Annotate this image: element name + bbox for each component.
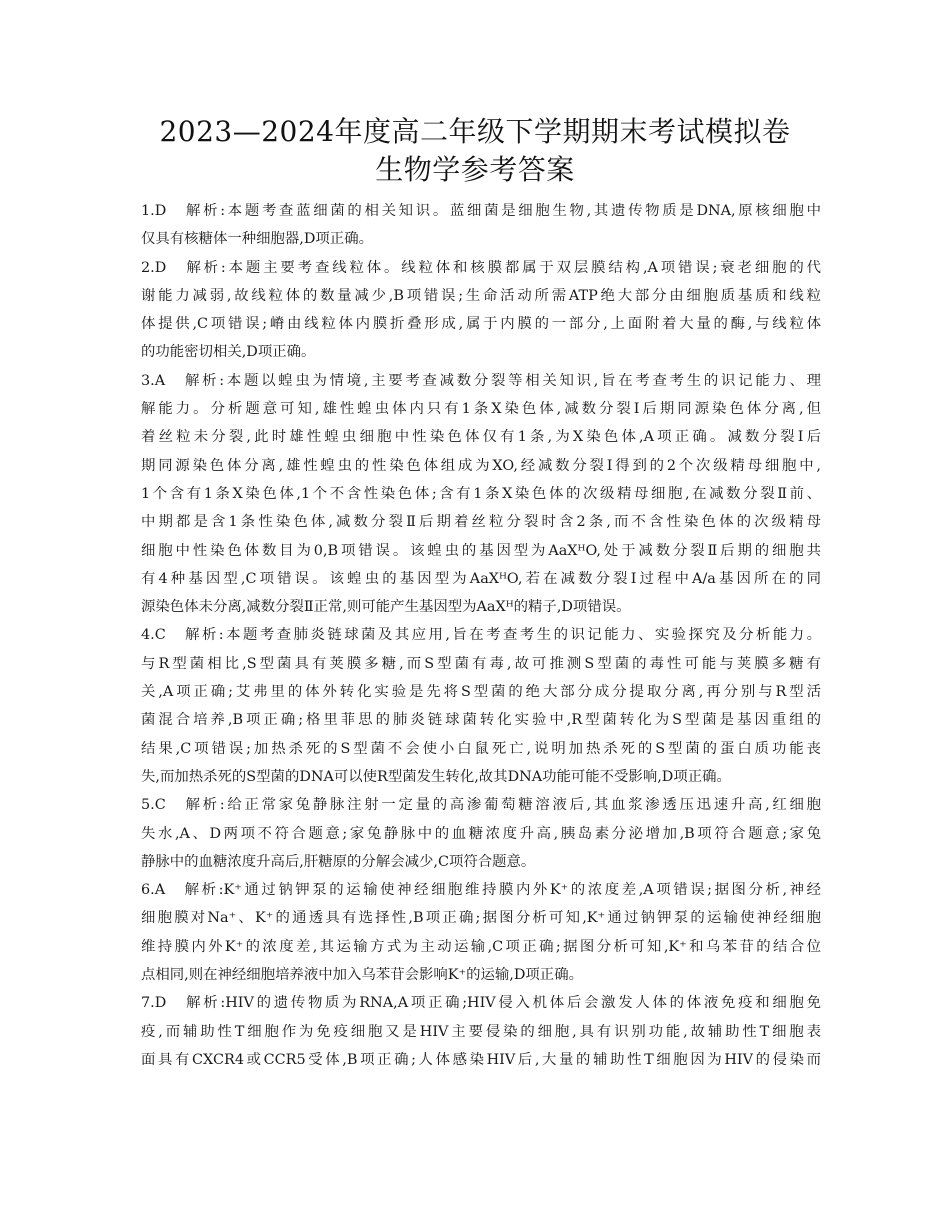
answer-line: 菌混合培养,B项正确;格里菲思的肺炎链球菌转化实验中,R型菌转化为S型菌是基因重组的 <box>141 712 821 729</box>
answer-line: 点相同,则在神经细胞培养液中加入乌苯苷会影响K⁺的运输,D项正确。 <box>141 967 583 984</box>
document-title: 2023—2024年度高二年级下学期期末考试模拟卷 <box>159 115 791 148</box>
answer-line: 6.A 解析:K⁺通过钠钾泵的运输使神经细胞维持膜内外K⁺的浓度差,A项错误;据图分析,神经 <box>141 882 821 899</box>
answer-line: 面具有CXCR4或CCR5受体,B项正确;人体感染HIV后,大量的辅助性T细胞因为HIV的侵染而 <box>141 1051 821 1068</box>
answer-1 <box>141 197 821 254</box>
answer-2 <box>141 254 821 367</box>
answer-line: 与R型菌相比,S型菌具有荚膜多糖,而S型菌有毒,故可推测S型菌的毒性可能与荚膜多糖有 <box>141 655 821 672</box>
answer-4 <box>141 621 821 791</box>
answer-line: 细胞膜对Na⁺、K⁺的通透具有选择性,B项正确;据图分析可知,K⁺通过钠钾泵的运输使神经细胞 <box>141 910 821 927</box>
answer-7 <box>141 989 821 1074</box>
answer-line: 有4种基因型,C项错误。该蝗虫的基因型为AaXᴴO,若在减数分裂Ⅰ过程中A/a基因所在的同 <box>141 570 821 587</box>
answer-line: 疫,而辅助性T细胞作为免疫细胞又是HIV主要侵染的细胞,具有识别功能,故辅助性T细胞表 <box>141 1023 821 1040</box>
answer-line: 仅具有核糖体一种细胞器,D项正确。 <box>141 231 373 248</box>
answer-line: 关,A项正确;艾弗里的体外转化实验是先将S型菌的绝大部分成分提取分离,再分别与R型活 <box>141 684 821 701</box>
answer-line: 源染色体未分离,减数分裂Ⅱ正常,则可能产生基因型为AaXᴴ的精子,D项错误。 <box>141 599 631 616</box>
document-subtitle: 生物学参考答案 <box>375 153 575 186</box>
answer-line: 体提供,C项错误;嵴由线粒体内膜折叠形成,属于内膜的一部分,上面附着大量的酶,与线粒体 <box>141 316 821 333</box>
answer-line: 维持膜内外K⁺的浓度差,其运输方式为主动运输,C项正确;据图分析可知,K⁺和乌苯苷的结合位 <box>141 938 821 955</box>
answer-5 <box>141 791 821 876</box>
answer-list <box>141 197 821 1074</box>
answer-6 <box>141 876 821 989</box>
answer-line: 的功能密切相关,D项正确。 <box>141 344 316 361</box>
answer-line: 期同源染色体分离,雄性蝗虫的性染色体组成为XO,经减数分裂Ⅰ得到的2个次级精母细胞中, <box>141 457 821 474</box>
answer-line: 3.A 解析:本题以蝗虫为情境,主要考查减数分裂等相关知识,旨在考查考生的识记能力、理 <box>141 372 821 389</box>
answer-line: 5.C 解析:给正常家兔静脉注射一定量的高渗葡萄糖溶液后,其血浆渗透压迅速升高,红细胞 <box>141 797 821 814</box>
answer-line: 1.D 解析:本题考查蓝细菌的相关知识。蓝细菌是细胞生物,其遗传物质是DNA,原核细胞中 <box>141 203 821 219</box>
answer-line: 细胞中性染色体数目为0,B项错误。该蝗虫的基因型为AaXᴴO,处于减数分裂Ⅱ后期的细胞共 <box>141 542 821 559</box>
answer-line: 1个含有1条X染色体,1个不含性染色体;含有1条X染色体的次级精母细胞,在减数分裂Ⅱ前、 <box>141 485 821 502</box>
answer-line: 4.C 解析:本题考查肺炎链球菌及其应用,旨在考查考生的识记能力、实验探究及分析能力。 <box>141 627 821 644</box>
answer-line: 失水,A、D两项不符合题意;家兔静脉中的血糖浓度升高,胰岛素分泌增加,B项符合题意;家兔 <box>141 825 821 842</box>
answer-line: 7.D 解析:HIV的遗传物质为RNA,A项正确;HIV侵入机体后会激发人体的体液免疫和细胞免 <box>141 995 821 1012</box>
answer-line: 谢能力减弱,故线粒体的数量减少,B项错误;生命活动所需ATP绝大部分由细胞质基质和线粒 <box>141 287 821 304</box>
answer-line: 结果,C项错误;加热杀死的S型菌不会使小白鼠死亡,说明加热杀死的S型菌的蛋白质功能丧 <box>141 740 821 757</box>
answer-line: 中期都是含1条性染色体,减数分裂Ⅱ后期着丝粒分裂时含2条,而不含性染色体的次级精母 <box>141 514 821 531</box>
answer-line: 着丝粒未分裂,此时雄性蝗虫细胞中性染色体仅有1条,为X染色体,A项正确。减数分裂Ⅰ后 <box>141 429 821 446</box>
answer-line: 2.D 解析:本题主要考查线粒体。线粒体和核膜都属于双层膜结构,A项错误;衰老细胞的代 <box>141 259 821 276</box>
answer-line: 静脉中的血糖浓度升高后,肝糖原的分解会减少,C项符合题意。 <box>141 853 536 870</box>
answer-3 <box>141 367 821 622</box>
answer-line: 失,而加热杀死的S型菌的DNA可以使R型菌发生转化,故其DNA功能可能不受影响,D项正确。 <box>141 768 731 785</box>
answer-line: 解能力。分析题意可知,雄性蝗虫体内只有1条X染色体,减数分裂Ⅰ后期同源染色体分离,但 <box>141 401 821 418</box>
